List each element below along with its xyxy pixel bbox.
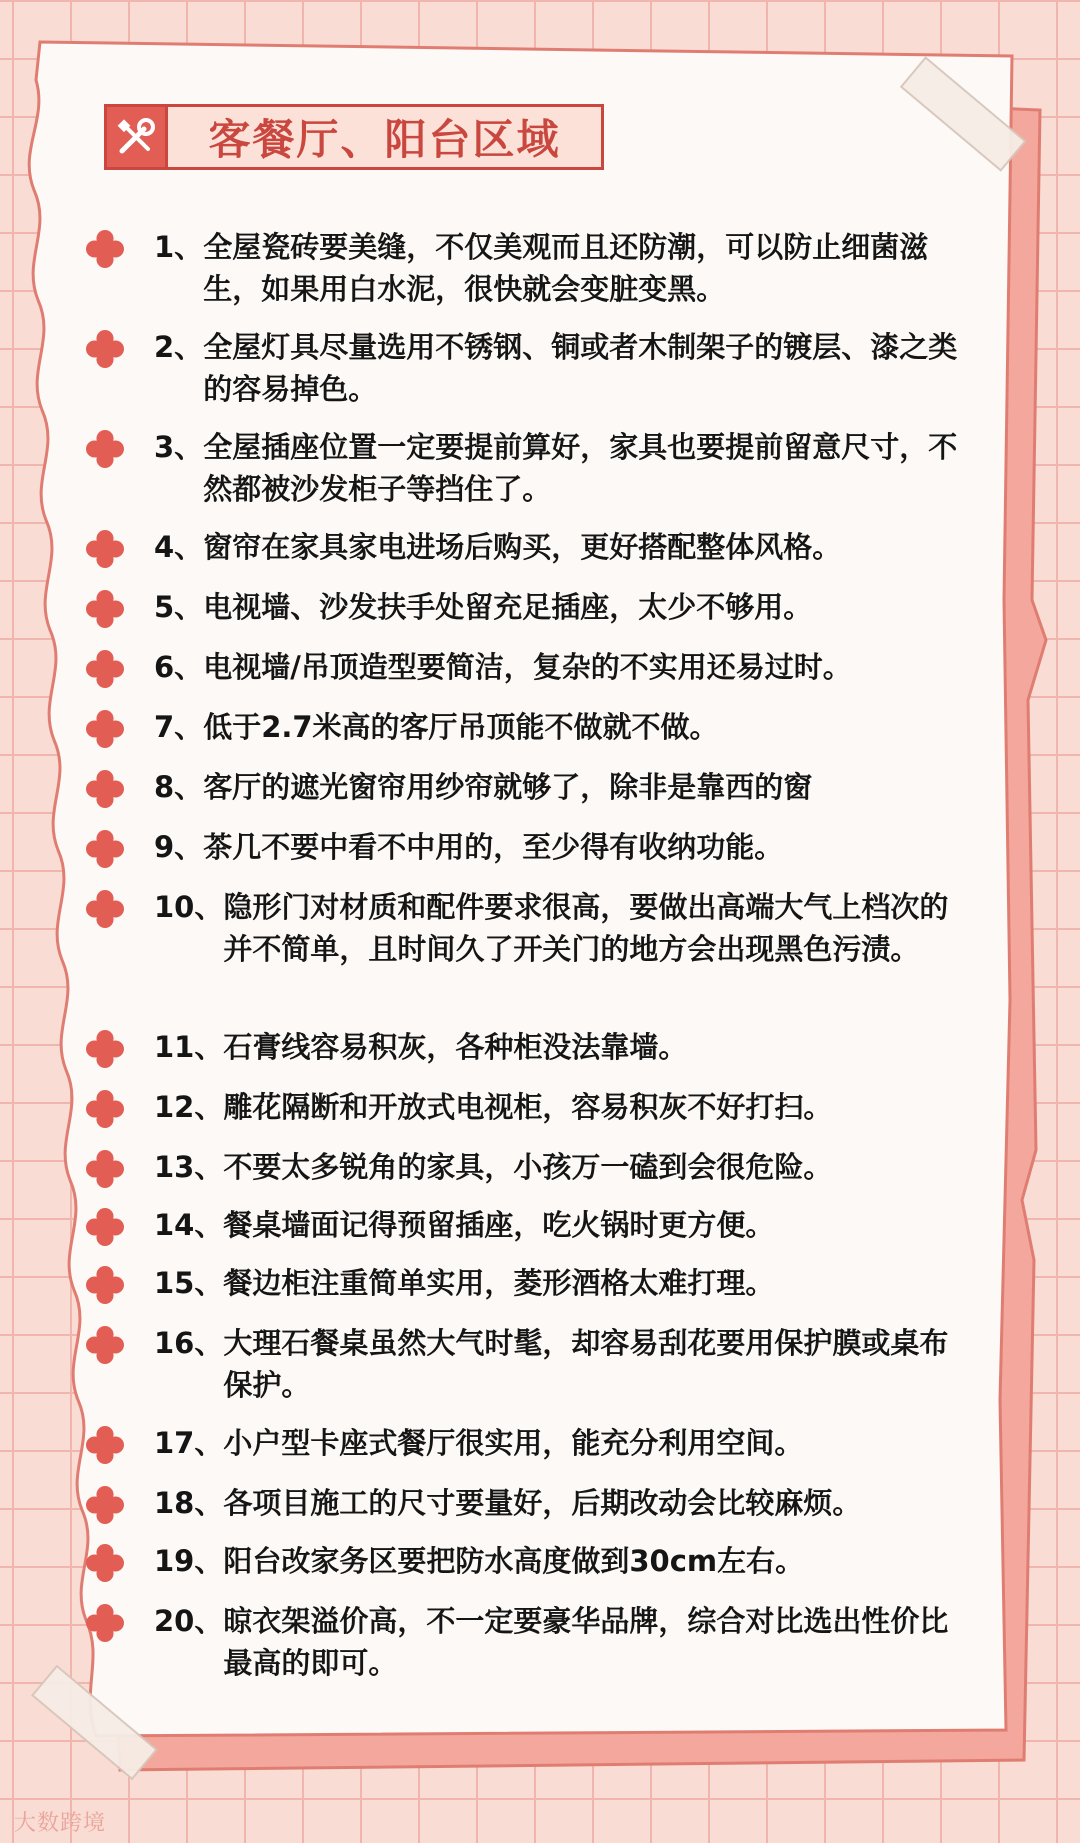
list-item-text (154, 1322, 974, 1406)
list-item-number: 10、 (154, 890, 224, 924)
list-item-body: 茶几不要中看不中用的，至少得有收纳功能。 (203, 830, 784, 864)
flower-bullet-icon (86, 710, 124, 748)
flower-bullet-icon (86, 530, 124, 568)
list-item-number: 19、 (154, 1544, 224, 1578)
list-item-text (154, 226, 974, 310)
flower-bullet-icon (86, 1426, 124, 1464)
list-item-number: 6、 (154, 650, 204, 684)
list-item-body: 晾衣架溢价高，不一定要豪华品牌，综合对比选出性价比最高的即可。 (223, 1604, 949, 1680)
list-item-body: 全屋插座位置一定要提前算好，家具也要提前留意尺寸，不然都被沙发柜子等挡住了。 (203, 430, 958, 506)
flower-bullet-icon (86, 1208, 124, 1246)
list-item-body: 餐边柜注重简单实用，菱形酒格太难打理。 (223, 1266, 775, 1300)
watermark: 大数跨境 (14, 1811, 107, 1836)
flower-bullet-icon (86, 1604, 124, 1642)
list-item (86, 826, 986, 868)
list-item (86, 1026, 986, 1068)
flower-bullet-icon (86, 1486, 124, 1524)
flower-bullet-icon (86, 1544, 124, 1582)
list-item-text (154, 826, 974, 868)
list-item (86, 706, 986, 748)
list-item-text (154, 426, 974, 510)
list-item-text (154, 706, 974, 748)
list-item-text (154, 1086, 974, 1128)
list-item (86, 526, 986, 568)
list-item-number: 15、 (154, 1266, 224, 1300)
list-item-number: 12、 (154, 1090, 224, 1124)
list-item-number: 16、 (154, 1326, 224, 1360)
list-item-body: 全屋瓷砖要美缝，不仅美观而且还防潮，可以防止细菌滋生，如果用白水泥，很快就会变脏变黑。 (203, 230, 929, 306)
list-item (86, 1262, 986, 1304)
list-item (86, 1204, 986, 1246)
flower-bullet-icon (86, 830, 124, 868)
list-item (86, 1322, 986, 1406)
list-item-number: 4、 (154, 530, 204, 564)
list-item-number: 17、 (154, 1426, 224, 1460)
list-item-number: 7、 (154, 710, 204, 744)
flower-bullet-icon (86, 1030, 124, 1068)
list-item-number: 13、 (154, 1150, 224, 1184)
list-item-body: 餐桌墙面记得预留插座，吃火锅时更方便。 (223, 1208, 775, 1242)
list-item-body: 不要太多锐角的家具，小孩万一磕到会很危险。 (223, 1150, 833, 1184)
list-item-text (154, 1204, 974, 1246)
list-item-number: 14、 (154, 1208, 224, 1242)
list-item-number: 11、 (154, 1030, 224, 1064)
flower-bullet-icon (86, 230, 124, 268)
list-item-text (154, 886, 974, 970)
list-item-text (154, 586, 974, 628)
list-item-text (154, 1540, 974, 1582)
list-item (86, 646, 986, 688)
list-item (86, 226, 986, 310)
list-item-text (154, 526, 974, 568)
list-item-text (154, 326, 974, 410)
tools-icon (107, 107, 168, 167)
list-item-body: 小户型卡座式餐厅很实用，能充分利用空间。 (223, 1426, 804, 1460)
list-item-number: 5、 (154, 590, 204, 624)
list-item (86, 886, 986, 970)
list-item-text (154, 1600, 974, 1684)
list-item-number: 9、 (154, 830, 204, 864)
flower-bullet-icon (86, 890, 124, 928)
list-item (86, 1422, 986, 1464)
list-item-body: 雕花隔断和开放式电视柜，容易积灰不好打扫。 (223, 1090, 833, 1124)
list-item (86, 766, 986, 808)
list-item (86, 1600, 986, 1684)
list-item-text (154, 1026, 974, 1068)
list-item (86, 1482, 986, 1524)
flower-bullet-icon (86, 1266, 124, 1304)
list-item (86, 326, 986, 410)
section-header (104, 104, 604, 170)
list-item-body: 石膏线容易积灰，各种柜没法靠墙。 (223, 1030, 688, 1064)
list-item (86, 1146, 986, 1188)
list-item-number: 1、 (154, 230, 204, 264)
list-item-body: 阳台改家务区要把防水高度做到30cm左右。 (223, 1544, 805, 1578)
list-item (86, 1540, 986, 1582)
list-item-number: 8、 (154, 770, 204, 804)
page-title: 客餐厅、阳台区域 (208, 115, 561, 164)
list-item-body: 各项目施工的尺寸要量好，后期改动会比较麻烦。 (223, 1486, 862, 1520)
list-item (86, 1086, 986, 1128)
list-item-number: 20、 (154, 1604, 224, 1638)
list-item (86, 426, 986, 510)
list-item-body: 窗帘在家具家电进场后购买，更好搭配整体风格。 (203, 530, 842, 564)
flower-bullet-icon (86, 1090, 124, 1128)
flower-bullet-icon (86, 430, 124, 468)
list-item-body: 低于2.7米高的客厅吊顶能不做就不做。 (203, 710, 719, 744)
list-item-body: 电视墙、沙发扶手处留充足插座，太少不够用。 (203, 590, 813, 624)
list-item-text (154, 766, 974, 808)
list-item-body: 全屋灯具尽量选用不锈钢、铜或者木制架子的镀层、漆之类的容易掉色。 (203, 330, 958, 406)
list-item-number: 2、 (154, 330, 204, 364)
flower-bullet-icon (86, 1150, 124, 1188)
list-item-number: 18、 (154, 1486, 224, 1520)
list-item-text (154, 1146, 974, 1188)
list-item-text (154, 1482, 974, 1524)
list-item-text (154, 1422, 974, 1464)
list-item-text (154, 1262, 974, 1304)
list-item-body: 客厅的遮光窗帘用纱帘就够了，除非是靠西的窗 (203, 770, 813, 804)
list-item (86, 586, 986, 628)
list-item-text (154, 646, 974, 688)
list-item-body: 大理石餐桌虽然大气时髦，却容易刮花要用保护膜或桌布保护。 (223, 1326, 949, 1402)
flower-bullet-icon (86, 590, 124, 628)
list-item-number: 3、 (154, 430, 204, 464)
flower-bullet-icon (86, 330, 124, 368)
list-item-body: 电视墙/吊顶造型要简洁，复杂的不实用还易过时。 (203, 650, 852, 684)
flower-bullet-icon (86, 650, 124, 688)
flower-bullet-icon (86, 1326, 124, 1364)
flower-bullet-icon (86, 770, 124, 808)
list-item-body: 隐形门对材质和配件要求很高，要做出高端大气上档次的并不简单，且时间久了开关门的地方会出现黑色污渍。 (223, 890, 949, 966)
